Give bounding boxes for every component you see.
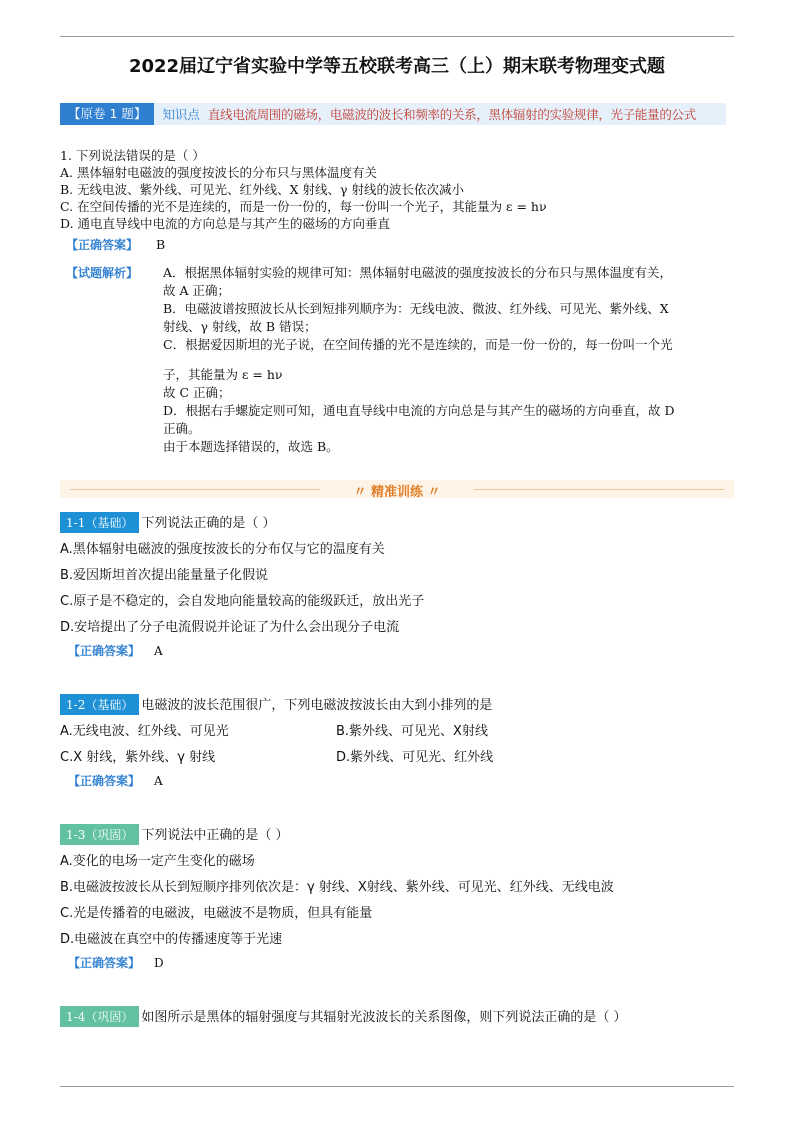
variant-answer [68, 642, 163, 659]
analysis-line: 故 C 正确； [163, 385, 231, 400]
variant-question [60, 1006, 626, 1027]
variant-option: A.变化的电场一定产生变化的磁场 [60, 854, 255, 869]
variant-option: D.紫外线、可见光、红外线 [336, 750, 494, 765]
variant-tag: 1-4（巩固） [60, 1006, 139, 1027]
variant-answer [68, 954, 164, 971]
variant-option: B.电磁波按波长从长到短顺序排列依次是：γ 射线、X射线、紫外线、可见光、红外线、无线电波 [60, 880, 614, 895]
variant-tag: 1-2（基础） [60, 694, 139, 715]
variant-tag: 1-1（基础） [60, 512, 139, 533]
header-rule [60, 36, 734, 37]
variant-answer [68, 772, 163, 789]
analysis-line: 射线、γ 射线，故 B 错误； [163, 319, 317, 334]
knowledge-point-label: 知识点 [162, 107, 200, 122]
answer-value: A [154, 774, 163, 788]
analysis-line: A．根据黑体辐射实验的规律可知：黑体辐射电磁波的强度按波长的分布只与黑体温度有关， [163, 265, 673, 280]
analysis-line: 子，其能量为 ε = hν [163, 367, 283, 382]
variant-option: B.紫外线、可见光、X射线 [336, 724, 488, 739]
variant-option: A.黑体辐射电磁波的强度按波长的分布仅与它的温度有关 [60, 542, 385, 557]
original-stem: 1. 下列说法错误的是（ ） [60, 148, 205, 163]
variant-option: D.安培提出了分子电流假说并论证了为什么会出现分子电流 [60, 620, 400, 635]
variant-option: C.X 射线，紫外线、γ 射线 [60, 750, 216, 765]
analysis-line: D．根据右手螺旋定则可知，通电直导线中电流的方向总是与其产生的磁场的方向垂直，故 D [163, 403, 675, 418]
section-divider [60, 480, 734, 498]
analysis-line: 正确。 [163, 421, 201, 436]
variant-stem: 下列说法正确的是（ ） [141, 516, 276, 531]
answer-label: 【正确答案】 [68, 644, 141, 658]
variant-stem: 下列说法中正确的是（ ） [141, 828, 289, 843]
answer-value: A [154, 644, 163, 658]
variant-option: D.电磁波在真空中的传播速度等于光速 [60, 932, 283, 947]
variant-question [60, 824, 288, 845]
variant-question [60, 512, 275, 533]
analysis-label-text: 【试题解析】 [66, 266, 139, 280]
variant-stem: 电磁波的波长范围很广，下列电磁波按波长由大到小排列的是 [141, 698, 493, 713]
answer-label: 【正确答案】 [68, 956, 141, 970]
analysis-line: 故 A 正确； [163, 283, 230, 298]
original-answer [66, 236, 165, 255]
answer-value: D [154, 956, 164, 970]
page-title: 2022届辽宁省实验中学等五校联考高三（上）期末联考物理变式题 [128, 56, 666, 77]
knowledge-point-text: 直线电流周围的磁场，电磁波的波长和频率的关系，黑体辐射的实验规律，光子能量的公式 [207, 107, 696, 122]
analysis-body [163, 264, 723, 456]
answer-value: B [156, 237, 166, 252]
analysis-label [66, 264, 138, 283]
original-option-c: C. 在空间传播的光不是连续的，而是一份一份的，每一份叫一个光子，其能量为 ε = hν [60, 199, 547, 214]
variant-tag: 1-3（巩固） [60, 824, 139, 845]
variant-stem: 如图所示是黑体的辐射强度与其辐射光波波长的关系图像，则下列说法正确的是（ ） [141, 1010, 627, 1025]
original-question-tag: 【原卷 1 题】 [60, 103, 154, 125]
variant-option: B.爱因斯坦首次提出能量量子化假说 [60, 568, 269, 583]
answer-label: 【正确答案】 [68, 774, 141, 788]
section-divider-label: 〃 精准训练 〃 [353, 485, 441, 500]
variant-question [60, 694, 492, 715]
analysis-line: 由于本题选择错误的，故选 B。 [163, 439, 339, 454]
analysis-line: B．电磁波谱按照波长从长到短排列顺序为：无线电波、微波、红外线、可见光、紫外线、X [163, 301, 669, 316]
original-option-a: A. 黑体辐射电磁波的强度按波长的分布只与黑体温度有关 [60, 165, 377, 180]
answer-label: 【正确答案】 [66, 238, 139, 252]
footer-rule [60, 1086, 734, 1087]
knowledge-point-bar [60, 103, 726, 125]
variant-option: C.光是传播着的电磁波，电磁波不是物质，但具有能量 [60, 906, 373, 921]
original-option-d: D. 通电直导线中电流的方向总是与其产生的磁场的方向垂直 [60, 216, 391, 231]
variant-option: A.无线电波、红外线、可见光 [60, 724, 229, 739]
variant-option: C.原子是不稳定的，会自发地向能量较高的能级跃迁，放出光子 [60, 594, 425, 609]
analysis-line: C．根据爱因斯坦的光子说，在空间传播的光不是连续的，而是一份一份的，每一份叫一个光 [163, 337, 673, 352]
original-option-b: B. 无线电波、紫外线、可见光、红外线、X 射线、γ 射线的波长依次减小 [60, 182, 464, 197]
